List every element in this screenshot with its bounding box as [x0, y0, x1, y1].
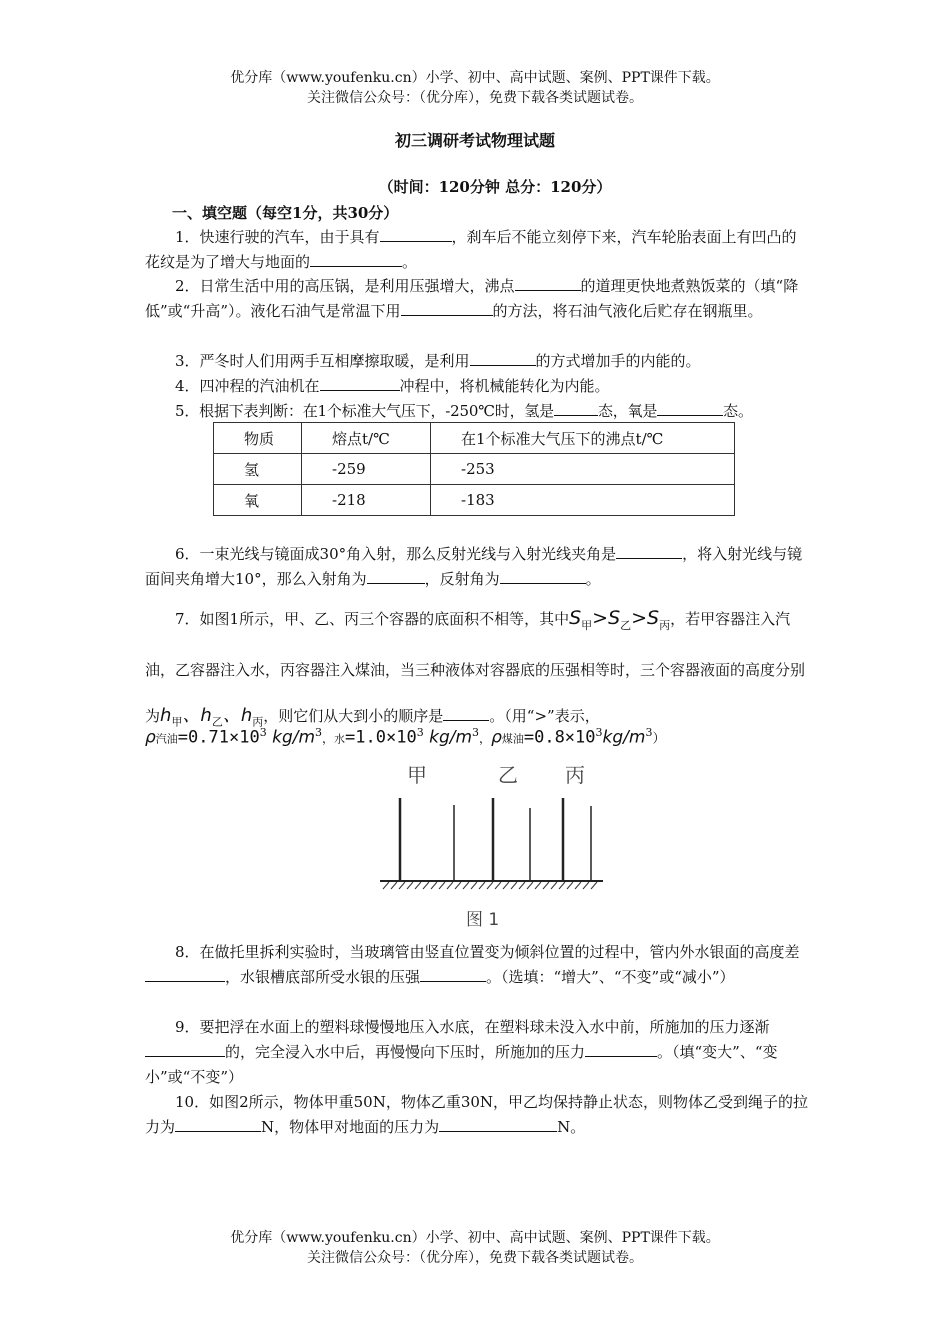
- q1-text-a: 1．快速行驶的汽车，由于具有: [175, 228, 380, 246]
- table-cell: -259: [302, 454, 431, 485]
- q7-text-b: ，若甲容器注入汽油，乙容器注入水，丙容器注入煤油，当三种液体对容器底的压强相等时，三个容器液面的高度分别为: [145, 610, 806, 725]
- q10-blank-2[interactable]: [439, 1117, 557, 1132]
- figure-1: [375, 760, 610, 899]
- container-label-bing: 丙: [565, 763, 585, 787]
- q8-text-c: 。（选填：“增大”、“不变”或“减小”）: [486, 968, 735, 986]
- q9-text-b: 的，完全浸入水中后，再慢慢向下压时，所施加的压力: [225, 1043, 586, 1061]
- q7-text-a: 7．如图1所示，甲、乙、丙三个容器的底面积不相等，其中: [175, 610, 570, 628]
- q4-blank-1[interactable]: [320, 376, 400, 391]
- q3-blank-1[interactable]: [470, 351, 536, 366]
- q8-text-b: ，水银槽底部所受水银的压强: [225, 968, 421, 986]
- q3-text-a: 3．严冬时人们用两手互相摩擦取暖，是利用: [175, 352, 470, 370]
- q5-blank-1[interactable]: [554, 401, 598, 416]
- q2-blank-1[interactable]: [515, 276, 581, 291]
- table-cell: -253: [431, 454, 735, 485]
- q6-blank-3[interactable]: [500, 569, 586, 584]
- q8-text-a: 8．在做托里拆利实验时，当玻璃管由竖直位置变为倾斜位置的过程中，管内外水银面的高度差: [175, 943, 800, 961]
- q2-text-c: 的方法，将石油气液化后贮存在钢瓶里。: [492, 302, 763, 320]
- question-6: [145, 542, 810, 592]
- table-header-cell: 熔点t/℃: [302, 423, 431, 454]
- footer-line-2: 关注微信公众号：（优分库），免费下载各类试题试卷。: [307, 1250, 643, 1266]
- q6-blank-2[interactable]: [367, 569, 425, 584]
- table-row: [214, 454, 735, 485]
- q1-text-b: ，刹车后不能立刻停下来，汽车轮胎表面上有凹凸的花纹是为了增大与地面的: [145, 228, 797, 271]
- area-relation: $S_甲>S_乙>S_丙$: [569, 607, 671, 632]
- q10-text-b: N，物体甲对地面的压力为: [261, 1118, 440, 1136]
- q5-text-a: 5．根据下表判断：在1个标准大气压下，-250℃时，氢是: [175, 402, 554, 420]
- q9-text-a: 9．要把浮在水面上的塑料球慢慢地压入水底，在塑料球未没入水中前，所施加的压力逐渐: [175, 1018, 770, 1036]
- page-title: 初三调研考试物理试题: [394, 131, 555, 150]
- question-4: [145, 374, 810, 399]
- table-cell: 氧: [214, 485, 302, 516]
- q2-text-b: 的道理更快地煮熟饭菜的（填“降低”或“升高”）。液化石油气是常温下用: [145, 277, 799, 320]
- question-10: [145, 1090, 810, 1140]
- density-formulas: ρ汽油$=0.71\times 10^3$ $kg/m^3$，水$=1.0\times 10^3$ $kg/m^3$，ρ煤油$=0.8\times 10^3kg/m^3$）: [145, 726, 666, 748]
- q4-text-b: 冲程中，将机械能转化为内能。: [399, 377, 610, 395]
- table-cell: -218: [302, 485, 431, 516]
- q9-blank-1[interactable]: [145, 1042, 225, 1057]
- footer-line-1: 优分库（www.youfenku.cn）小学、初中、高中试题、案例、PPT课件下载。: [230, 1230, 720, 1246]
- q7-text-d: 。（用“>”表示，: [489, 706, 600, 725]
- q9-blank-2[interactable]: [585, 1042, 657, 1057]
- q8-blank-1[interactable]: [145, 967, 225, 982]
- question-9: [145, 1015, 810, 1090]
- q7-text-c: ，则它们从大到小的顺序是: [263, 706, 444, 725]
- q4-text-a: 4．四冲程的汽油机在: [175, 377, 320, 395]
- container-label-yi: 乙: [498, 763, 518, 787]
- question-8: [145, 940, 810, 990]
- q10-blank-1[interactable]: [175, 1117, 261, 1132]
- q3-text-b: 的方式增加手的内能的。: [535, 352, 701, 370]
- q5-text-c: 态。: [723, 402, 753, 420]
- question-2: [145, 274, 810, 324]
- q6-text-b: ，将入射光线与镜面间夹角增大10°，那么入射角为: [145, 545, 803, 588]
- q6-blank-1[interactable]: [616, 544, 682, 559]
- question-3: [145, 349, 810, 374]
- table-header-cell: 在1个标准大气压下的沸点t/℃: [431, 423, 735, 454]
- table-header-row: [214, 423, 735, 454]
- q2-text-a: 2．日常生活中用的高压锅，是利用压强增大，沸点: [175, 277, 515, 295]
- table-header-cell: 物质: [214, 423, 302, 454]
- q6-text-d: 。: [585, 570, 601, 588]
- figure-1-containers: [375, 760, 610, 895]
- height-symbols: $h_甲$、$h_乙$、$h_丙$: [160, 704, 264, 729]
- header-line-2: 关注微信公众号：（优分库），免费下载各类试题试卷。: [307, 90, 643, 106]
- question-5: [145, 399, 825, 424]
- q8-blank-2[interactable]: [420, 967, 486, 982]
- figure-1-caption: 图 1: [466, 910, 500, 930]
- q6-text-c: ，反射角为: [424, 570, 500, 588]
- section-heading: 一、填空题（每空1分，共30分）: [172, 204, 399, 222]
- q1-text-c: 。: [402, 253, 418, 271]
- exam-info: （时间：120分钟 总分：120分）: [378, 178, 612, 196]
- table-row: [214, 485, 735, 516]
- question-1: [145, 225, 810, 275]
- q7-blank-1[interactable]: [443, 706, 489, 721]
- q2-blank-2[interactable]: [401, 301, 493, 316]
- q9-text-c: 。（填“变大”、“变小”或“不变”）: [145, 1043, 778, 1086]
- q5-blank-2[interactable]: [657, 401, 723, 416]
- table-cell: 氢: [214, 454, 302, 485]
- q1-blank-1[interactable]: [380, 227, 452, 242]
- q10-text-c: N。: [557, 1118, 586, 1136]
- q5-text-b: 态，氧是: [597, 402, 658, 420]
- q1-blank-2[interactable]: [310, 252, 402, 267]
- header-line-1: 优分库（www.youfenku.cn）小学、初中、高中试题、案例、PPT课件下载。: [230, 70, 720, 86]
- table-cell: -183: [431, 485, 735, 516]
- container-label-jia: 甲: [407, 763, 427, 787]
- data-table: [213, 422, 735, 516]
- q6-text-a: 6．一束光线与镜面成30°角入射，那么反射光线与入射光线夹角是: [175, 545, 617, 563]
- q10-text-a: 10．如图2所示，物体甲重50N，物体乙重30N，甲乙均保持静止状态，则物体乙受到绳子的拉力为: [145, 1093, 809, 1136]
